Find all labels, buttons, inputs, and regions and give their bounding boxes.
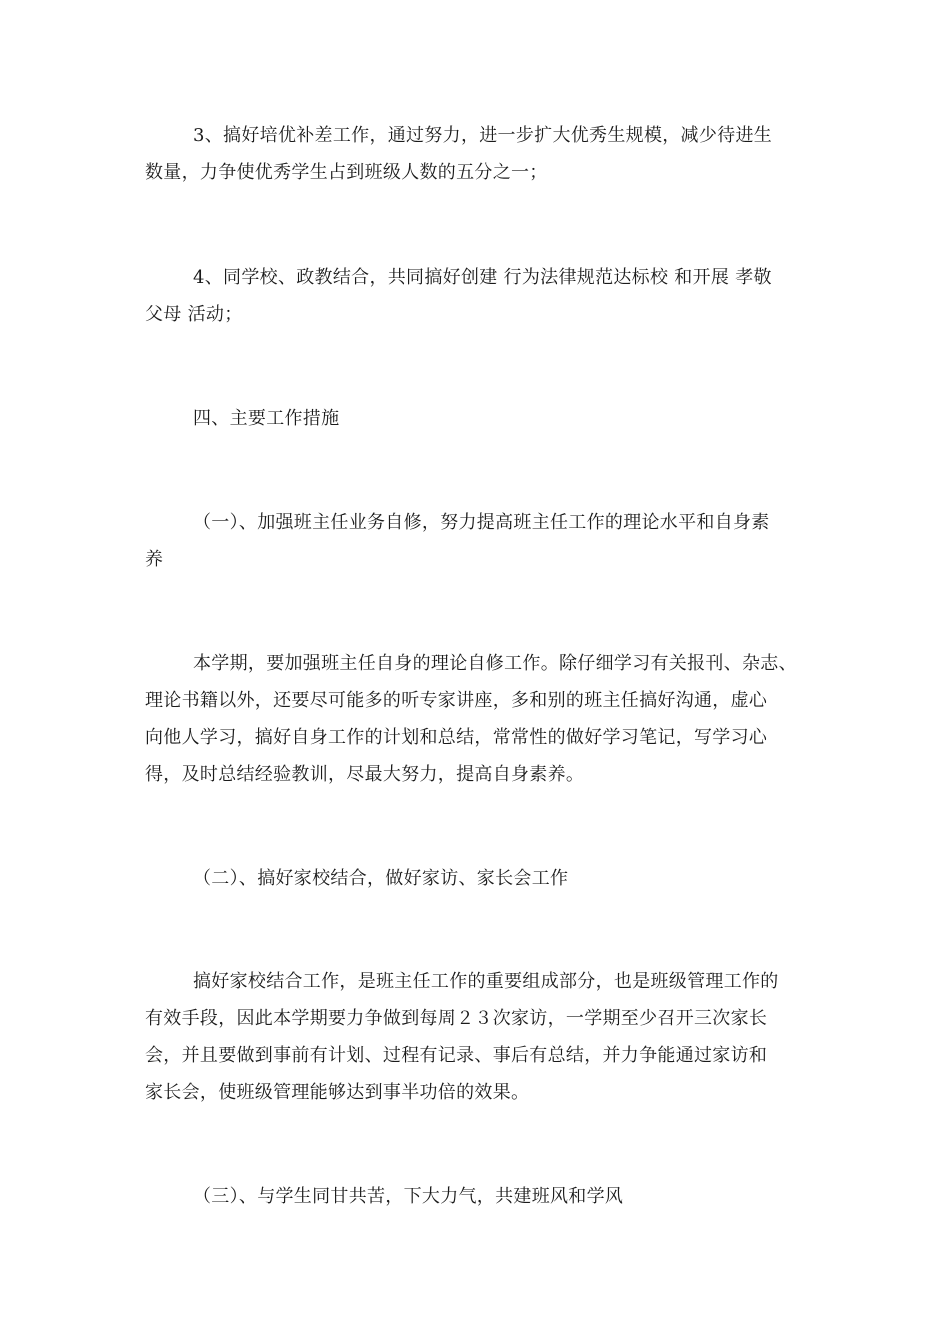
- paragraph-line: 搞好家校结合工作，是班主任工作的重要组成部分，也是班级管理工作的: [193, 971, 779, 992]
- paragraph-line: 理论书籍以外，还要尽可能多的听专家讲座，多和别的班主任搞好沟通，虚心: [145, 690, 768, 711]
- paragraph-line: 数量，力争使优秀学生占到班级人数的五分之一；: [145, 162, 548, 183]
- paragraph-line: 本学期，要加强班主任自身的理论自修工作。除仔细学习有关报刊、杂志、: [193, 653, 797, 674]
- paragraph-line: 3、搞好培优补差工作，通过努力，进一步扩大优秀生规模，减少待进生: [193, 125, 773, 146]
- paragraph-line: 有效手段，因此本学期要力争做到每周２３次家访，一学期至少召开三次家长: [145, 1008, 768, 1029]
- subsection-heading: （一）、加强班主任业务自修，努力提高班主任工作的理论水平和自身素: [193, 512, 770, 533]
- subsection-heading: （三）、与学生同甘共苦，下大力气，共建班风和学风: [193, 1186, 624, 1207]
- subsection-heading: （二）、搞好家校结合，做好家访、家长会工作: [193, 868, 569, 889]
- paragraph-line: 父母 活动；: [145, 304, 243, 325]
- paragraph-line: 得，及时总结经验教训，尽最大努力，提高自身素养。: [145, 764, 585, 785]
- paragraph-line: 向他人学习，搞好自身工作的计划和总结，常常性的做好学习笔记，写学习心: [145, 727, 768, 748]
- paragraph-line: 4、同学校、政教结合，共同搞好创建 行为法律规范达标校 和开展 孝敬: [193, 267, 772, 288]
- section-heading: 四、主要工作措施: [193, 408, 340, 429]
- subsection-heading: 养: [145, 549, 164, 570]
- paragraph-line: 会，并且要做到事前有计划、过程有记录、事后有总结，并力争能通过家访和: [145, 1045, 768, 1066]
- paragraph-line: 家长会，使班级管理能够达到事半功倍的效果。: [145, 1082, 530, 1103]
